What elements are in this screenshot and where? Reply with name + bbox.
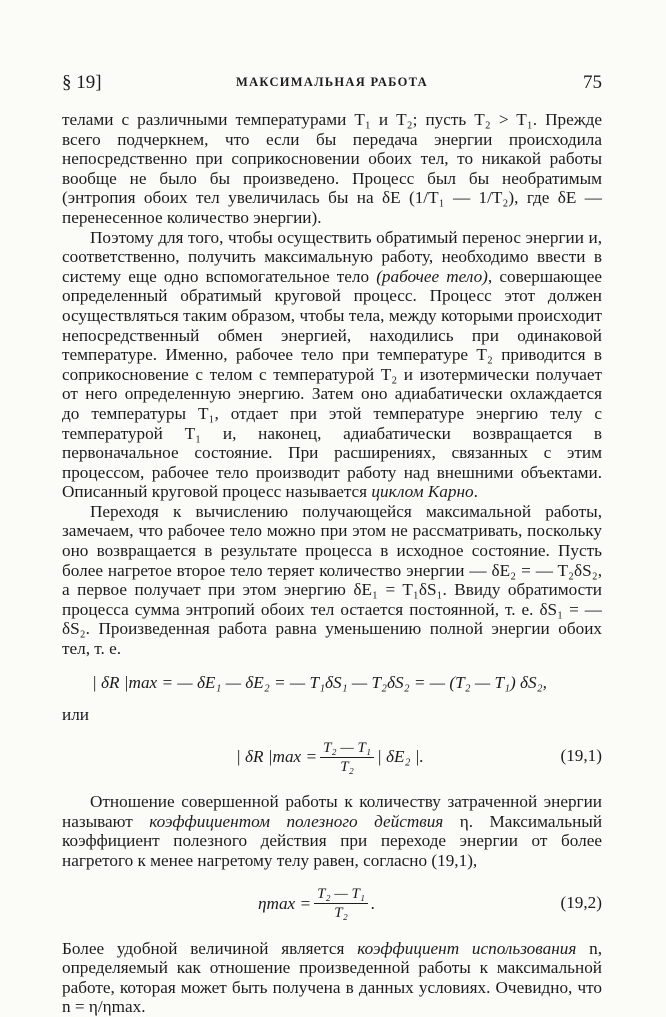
punctuation: . — [473, 482, 478, 502]
paragraph-text: η. Максимальный коэффициент полезного действия при переходе энергии от более нагретого к менее нагретому телу равен, согласно (19,1), — [62, 811, 603, 870]
paragraph-text: Более удобной величиной является — [62, 938, 345, 958]
numerator: T₂ — T₁ — [320, 739, 374, 758]
paragraph-text: Поэтому для того, чтобы осуществить обратимый перенос энергии и, соответственно, получить максимальную работу, необходимо ввести в систему еще одно вспомогательное тело — [62, 227, 602, 286]
numerator: T₂ — T₁ — [314, 885, 368, 904]
term-utilization: коэффициент использования — [357, 938, 577, 958]
section-number: § 19] — [62, 72, 102, 93]
paragraph-efficiency — [62, 792, 602, 870]
term-working-body: (рабочее тело) — [376, 266, 488, 286]
page-header — [62, 72, 602, 98]
running-title: МАКСИМАЛЬНАЯ РАБОТА — [235, 75, 429, 89]
denominator: T₂ — [340, 758, 354, 775]
term-carnot-cycle: циклом Карно — [371, 482, 474, 502]
equation-expression: | δR |max = — δE₁ — δE₂ = — T₁δS₁ — T₂δS₂ = — (T₂ — T₁) δS₂, — [92, 672, 547, 692]
equation-label: (19,1) — [560, 746, 602, 766]
term-efficiency: коэффициентом полезного действия — [149, 811, 444, 831]
equation-19-2 — [62, 881, 602, 927]
eq-left: | δR |max = — [236, 747, 318, 767]
page-body — [62, 110, 602, 1017]
page-number: 75 — [583, 72, 602, 93]
paragraph-continuation: телами с различными температурами T₁ и T₂; пусть T₂ > T₁. Прежде всего подчеркнем, что если бы передача энергии происходила непосредственно при соприкосновении обоих тел, то никакой работы вообще не было бы произведено. Процесс был бы необратимым (энтропия обоих тел увеличилась бы на δE (1/T₁ — 1/T₂), где δE — перенесенное количество энергии). — [62, 110, 602, 227]
fraction — [314, 885, 368, 922]
paragraph-text: , совершающее определенный обратимый круговой процесс. Процесс этот должен осуществляться таким образом, чтобы тела, между которыми происходит непосредственный обмен энергией, находились при одинаковой температуре. Именно, рабочее тело при температуре T₂ приводится в соприкосновение с телом с температурой T₂ и изотермически получает от него определенную энергию. Затем оно адиабатически охлаждается до температуры T₁, отдает при этой температуре энергию телу с температурой T₁ и, наконец, адиабатически возвращается в первоначальное состояние. При расширениях, связанных с этим процессом, рабочее тело производит работу над внешними объектами. Описанный круговой процесс называется — [62, 266, 603, 502]
eq-right: | δE₂ |. — [377, 747, 424, 767]
eq-right: . — [371, 893, 376, 913]
paragraph-utilization — [62, 939, 602, 1017]
paragraph-carnot-cycle — [62, 228, 602, 502]
equation-expression — [258, 881, 375, 927]
fraction — [320, 739, 374, 776]
paragraph-text: n, определяемый как отношение произведенной работы к максимальной работе, которая может быть получена в данных условиях. Очевидно, что n = η/ηmax. — [62, 938, 603, 1017]
denominator: T₂ — [334, 905, 348, 922]
eq-left: ηmax = — [258, 893, 312, 913]
equation-work — [62, 671, 602, 695]
equation-expression — [236, 734, 424, 780]
paragraph-max-work: Переходя к вычислению получающейся максимальной работы, замечаем, что рабочее тело можно при этом не рассматривать, поскольку оно возвращается в результате процесса в исходное состояние. Пусть более нагретое второе тело теряет количество энергии — δE₂ = — T₂δS₂, а первое получает при этом энергию δE₁ = T₁δS₁. Ввиду обратимости процесса сумма энтропий обоих тел остается постоянной, т. е. δS₁ = — δS₂. Произведенная работа равна уменьшению полной энергии обоих тел, т. е. — [62, 501, 602, 659]
paragraph-text: Отношение совершенной работы к количеству затраченной энергии называют — [62, 792, 602, 831]
connector-word: или — [62, 704, 89, 724]
equation-label: (19,2) — [560, 892, 602, 912]
equation-19-1 — [62, 734, 602, 780]
